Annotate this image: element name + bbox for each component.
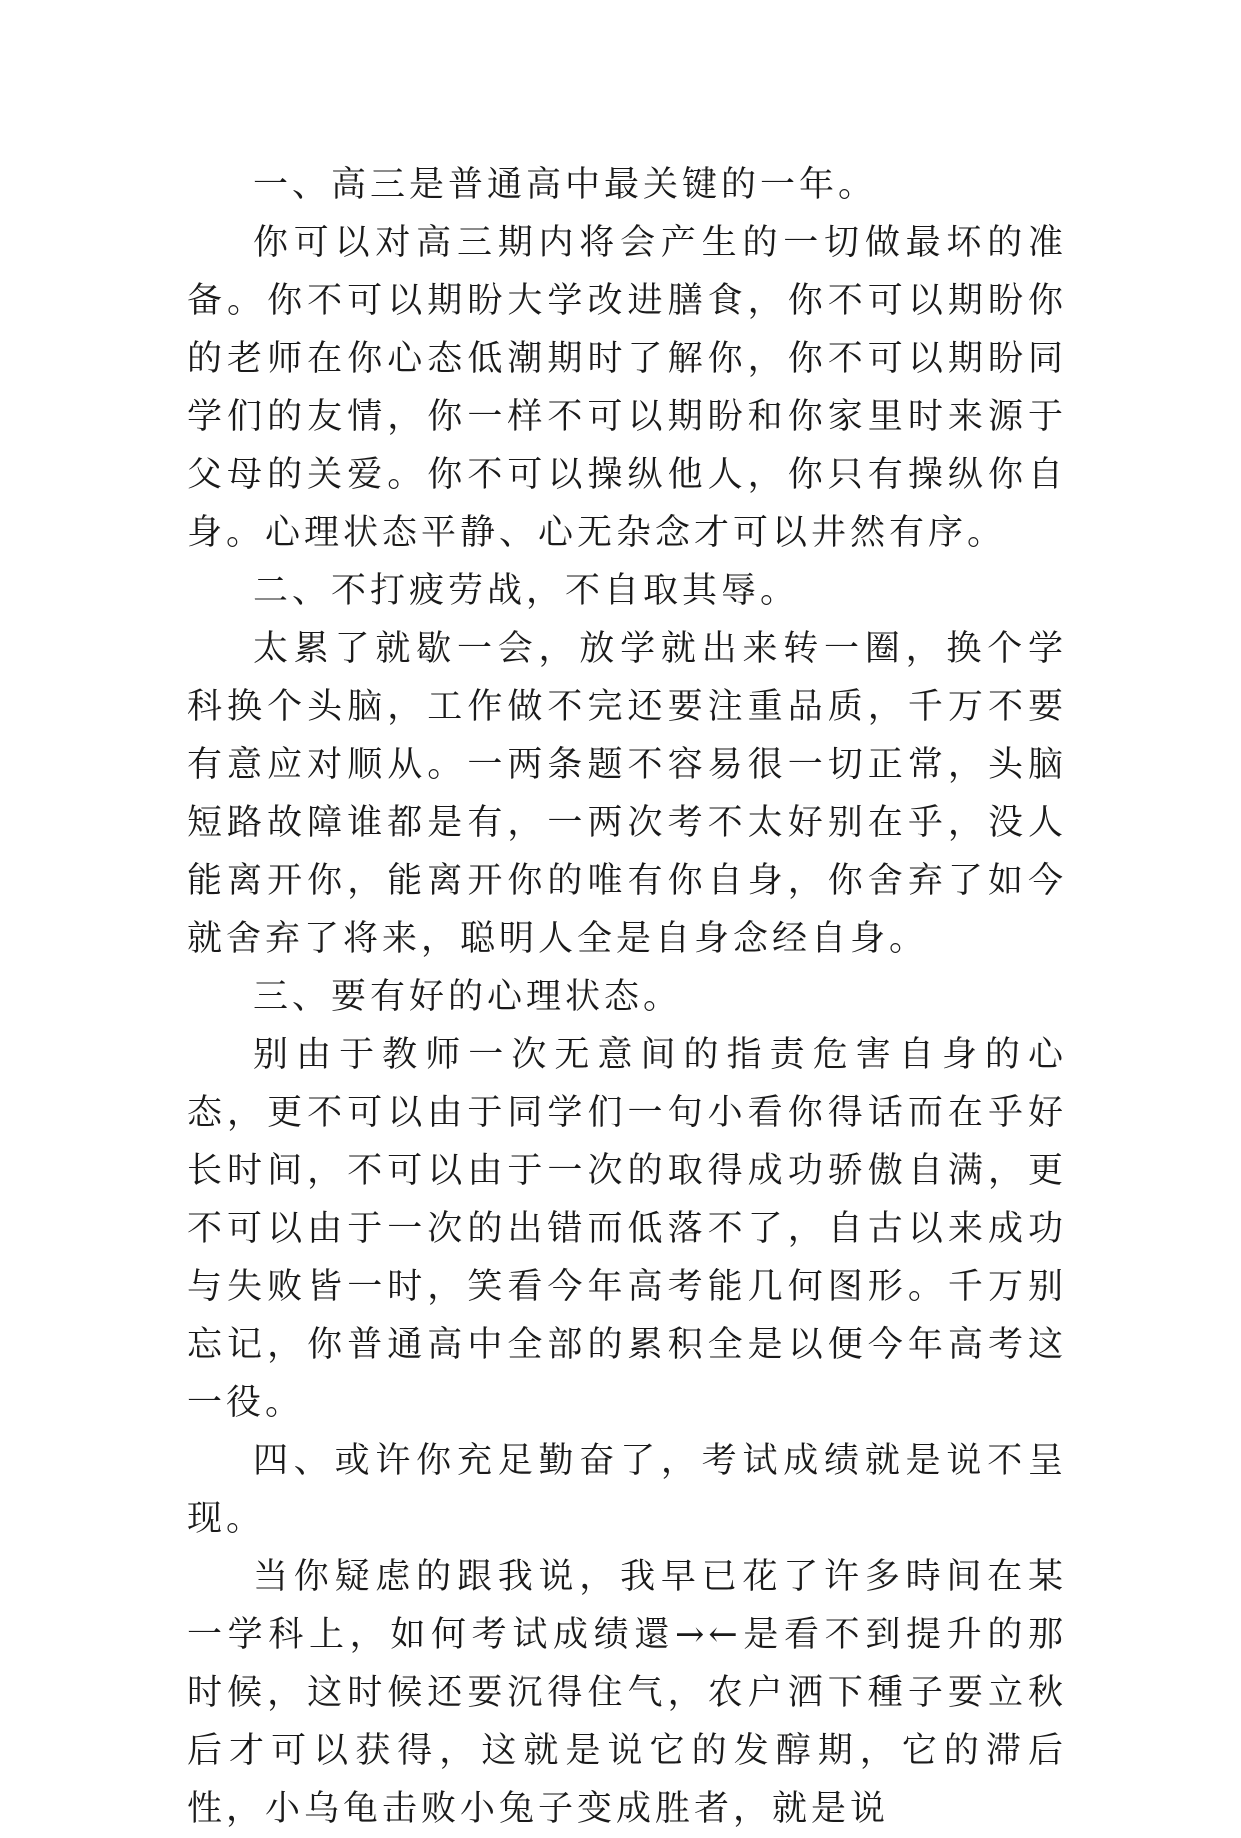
- paragraph-3: 别由于教师一次无意间的指责危害自身的心态，更不可以由于同学们一句小看你得话而在乎好长时间，不可以由于一次的取得成功骄傲自满，更不可以由于一次的出错而低落不了，自古以来成功与失败皆一时，笑看今年高考能几何图形。千万别忘记，你普通高中全部的累积全是以便今年高考这一役。: [187, 1035, 1067, 1423]
- heading-4: 四、或许你充足勤奋了，考试成绩就是说不呈现。: [187, 1441, 1067, 1539]
- paragraph-4: 当你疑虑的跟我说，我早已花了许多時间在某一学科上，如何考试成绩還→←是看不到提升的那时候，这时候还要沉得住气，农户洒下種子要立秋后才可以获得，这就是说它的发醇期，它的滞后性，小乌龟击败小兔子变成胜者，就是说: [187, 1557, 1067, 1829]
- paragraph-1: 你可以对高三期内将会产生的一切做最坏的准备。你不可以期盼大学改进膳食，你不可以期盼你的老师在你心态低潮期时了解你，你不可以期盼同学们的友情，你一样不可以期盼和你家里时来源于父母的关爱。你不可以操纵他人，你只有操纵你自身。心理状态平静、心无杂念才可以井然有序。: [187, 223, 1067, 553]
- heading-1: 一、高三是普通高中最关键的一年。: [253, 165, 878, 205]
- paragraph-2: 太累了就歇一会，放学就出来转一圈，换个学科换个头脑，工作做不完还要注重品质，千万不要有意应对顺从。一两条题不容易很一切正常，头脑短路故障谁都是有，一两次考不太好别在乎，没人能离开你，能离开你的唯有你自身，你舍弃了如今就舍弃了将来，聪明人全是自身念经自身。: [187, 629, 1067, 959]
- heading-3: 三、要有好的心理状态。: [253, 977, 683, 1017]
- heading-2: 二、不打疲劳战，不自取其辱。: [253, 571, 800, 611]
- body-text: [187, 156, 1067, 1838]
